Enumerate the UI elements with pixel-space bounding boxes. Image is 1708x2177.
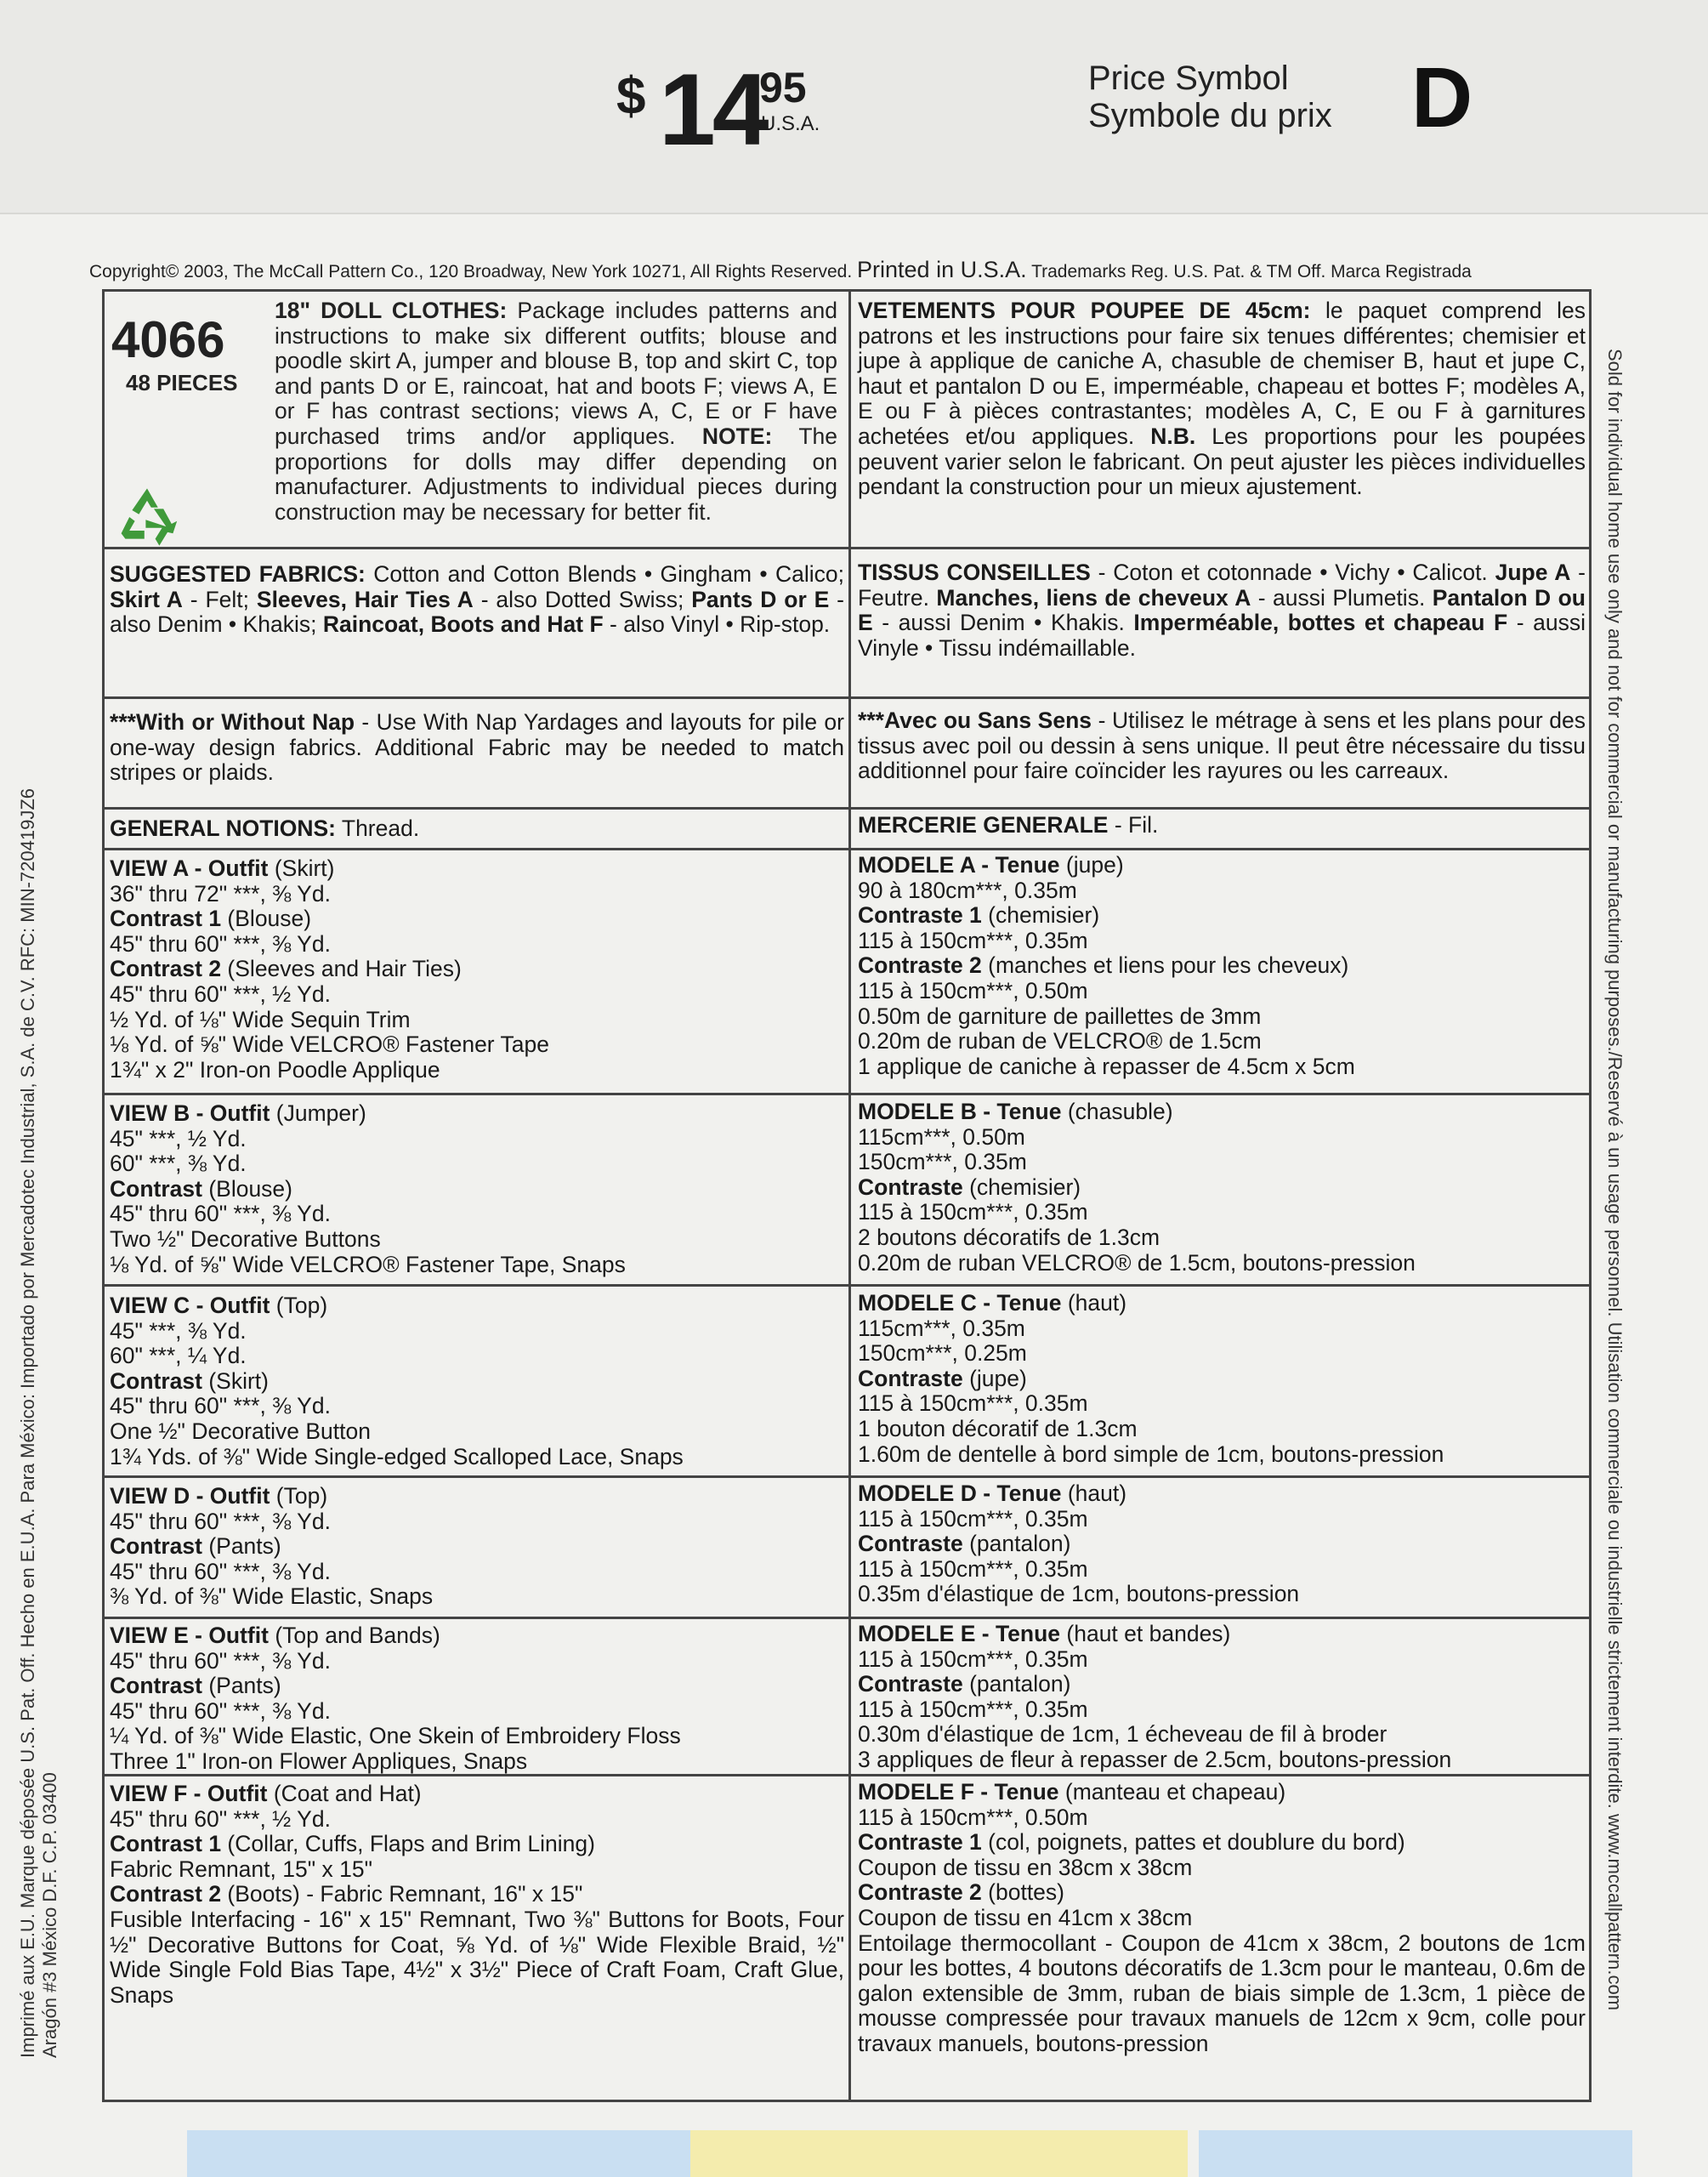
- spec-line: [110, 1832, 844, 1857]
- fabrics-fr-item: Jupe A: [1495, 560, 1571, 585]
- spec-line: [110, 1127, 844, 1152]
- notions-fr-text: - Fil.: [1108, 812, 1159, 838]
- view-f-en-lines: [110, 1782, 844, 1907]
- spec-line: [110, 1202, 844, 1227]
- copyright-text: Copyright© 2003, The McCall Pattern Co., 120 Broadway, New York 10271, All Rights Reserved.: [89, 262, 853, 281]
- spec-text: 2 boutons décoratifs de 1.3cm: [858, 1224, 1160, 1250]
- spec-label: Contrast 1: [110, 906, 222, 932]
- notions-en: [110, 816, 844, 842]
- spec-line: [858, 1100, 1586, 1125]
- spec-line: [110, 932, 844, 958]
- spec-line: [858, 1805, 1586, 1831]
- spec-line: [858, 1557, 1586, 1583]
- spec-text: ⅜ Yd. of ⅜" Wide Elastic, Snaps: [110, 1583, 434, 1610]
- spec-text: One ½" Decorative Button: [110, 1418, 371, 1444]
- spec-line: [858, 929, 1586, 954]
- fabrics-en-text: - Felt;: [182, 586, 257, 612]
- spec-line: [110, 1699, 844, 1725]
- spec-text: 45" thru 60" ***, ⅜ Yd.: [110, 1393, 331, 1419]
- nap-fr-heading: ***Avec ou Sans Sens: [858, 708, 1092, 733]
- nap-en: [110, 710, 844, 786]
- spec-text: 1.60m de dentelle à bord simple de 1cm, boutons-pression: [858, 1441, 1444, 1467]
- spec-line: [858, 1507, 1586, 1532]
- spec-label: VIEW D - Outfit: [110, 1483, 270, 1509]
- fabrics-fr-item: Pantalon D ou E: [858, 584, 1586, 636]
- price-country: U.S.A.: [761, 112, 820, 135]
- spec-label: Contraste 2: [858, 952, 982, 979]
- color-strip-blue-right: [1199, 2130, 1632, 2177]
- spec-text: 45" thru 60" ***, ½ Yd.: [110, 1805, 331, 1832]
- intro-fr-note: Les proportions pour les poupées peuvent varier selon le fabricant. On peut ajuster les pièces individuelles pendant la construction pour un mieux ajustement.: [858, 423, 1586, 500]
- spec-line: [110, 1782, 844, 1807]
- fabrics-en-text: - also Denim • Khakis;: [110, 586, 845, 638]
- view-f-en-notions: Fusible Interfacing - 16" x 15" Remnant, Two ⅜" Buttons for Boots, Four ½" Decorative Buttons for Coat, ⅝ Yd. of ⅛" Wide Flexible Braid, ½" Wide Single Fold Bias Tape, 4½" x 3½" Piece of Craft Foam, Craft Glue, Snaps: [110, 1906, 844, 2008]
- nap-en-heading: ***With or Without Nap: [110, 709, 355, 735]
- pattern-number: 4066: [111, 311, 225, 368]
- side-legal-text-right: Sold for individual home use only and not for commercial or manufacturing purposes./Reservé à un usage personnel. Utilisation commerciale ou industrielle strictement interdite. www.mccallpattern.com: [1604, 349, 1626, 2011]
- spec-line: [110, 1008, 844, 1033]
- spec-text: 0.30m d'élastique de 1cm, 1 écheveau de fil à broder: [858, 1721, 1387, 1748]
- spec-text: Fabric Remnant, 15" x 15": [110, 1856, 372, 1882]
- view-f-fr-notions: Entoilage thermocollant - Coupon de 41cm x 38cm, 2 boutons de 1cm pour les bottes, 4 boutons décoratifs de 1.3cm pour le manteau, 0.6m de galon extensible de 3mm, ruban de biais simple de 1.3cm, 1 pièce de mousse compressée pour travaux manuels de 12cm x 9cm, colle pour travaux manuels, boutons-pression: [858, 1930, 1586, 2056]
- spec-line: [858, 1225, 1586, 1251]
- spec-line: [110, 856, 844, 882]
- spec-line: [858, 1391, 1586, 1417]
- spec-text: 1¾" x 2" Iron-on Poodle Applique: [110, 1056, 440, 1083]
- spec-text: (pantalon): [962, 1671, 1071, 1697]
- spec-text: (Boots) - Fabric Remnant, 16" x 15": [221, 1881, 583, 1907]
- spec-label: Contraste 1: [858, 1829, 982, 1856]
- spec-line: [110, 1724, 844, 1749]
- spec-label: MODELE D - Tenue: [858, 1481, 1062, 1506]
- spec-text: (jupe): [1059, 852, 1124, 878]
- spec-line: [858, 1004, 1586, 1030]
- spec-line: [110, 957, 844, 982]
- view-f-en: [110, 1782, 844, 2008]
- spec-text: 45" ***, ½ Yd.: [110, 1125, 247, 1151]
- nap-fr-text: - Utilisez le métrage à sens et les plans pour des tissus avec poil ou dessin à sens unique. Il peut être nécessaire du tissu additionnel pour faire coïncider les rayures ou les carreaux.: [858, 708, 1586, 784]
- spec-text: 36" thru 72" ***, ⅜ Yd.: [110, 880, 331, 907]
- spec-text: (pantalon): [962, 1531, 1071, 1557]
- spec-label: Contrast: [110, 1673, 202, 1699]
- row-divider: [105, 1617, 1589, 1619]
- row-divider: [105, 848, 1589, 850]
- spec-text: (haut et bandes): [1060, 1621, 1231, 1646]
- fabrics-fr-text: - aussi Denim • Khakis.: [872, 610, 1134, 636]
- trademark-text: Trademarks Reg. U.S. Pat. & TM Off. Marca Registrada: [1031, 262, 1472, 281]
- spec-line: [110, 1253, 844, 1278]
- spec-text: 45" thru 60" ***, ⅜ Yd.: [110, 1697, 331, 1724]
- spec-line: [858, 1125, 1586, 1151]
- spec-text: 45" thru 60" ***, ⅜ Yd.: [110, 930, 331, 957]
- spec-label: Contraste 2: [858, 1879, 982, 1906]
- view-e-en: [110, 1623, 844, 1775]
- spec-label: Contrast 2: [110, 1881, 222, 1907]
- notions-en-text: Thread.: [336, 816, 420, 841]
- column-divider: [848, 292, 851, 2100]
- spec-line: [110, 1419, 844, 1445]
- spec-line: [110, 1369, 844, 1395]
- spec-line: [858, 1175, 1586, 1201]
- spec-text: Three 1" Iron-on Flower Appliques, Snaps: [110, 1748, 528, 1774]
- spec-label: Contraste: [858, 1531, 963, 1557]
- spec-label: Contrast: [110, 1367, 202, 1394]
- spec-text: 3 appliques de fleur à repasser de 2.5cm, boutons-pression: [858, 1746, 1452, 1772]
- spec-line: [110, 1151, 844, 1177]
- spec-line: [110, 982, 844, 1008]
- spec-label: VIEW F - Outfit: [110, 1781, 268, 1806]
- intro-fr-heading: VETEMENTS POUR POUPEE DE 45cm:: [858, 298, 1311, 323]
- color-strip-blue: [187, 2130, 690, 2177]
- spec-line: [858, 903, 1586, 929]
- spec-line: [110, 1227, 844, 1253]
- instructions-table: [102, 289, 1592, 2102]
- intro-en-text: Package includes patterns and instructions to make six different outfits; blouse and poodle skirt A, jumper and blouse B, top and skirt C, top and pants D or E, raincoat, hat and boots F; views A, E or F has contrast sections; views A, C, E or F have purchased trims and/or appliques.: [275, 298, 837, 449]
- spec-line: [858, 1029, 1586, 1054]
- spec-line: [858, 1316, 1586, 1342]
- row-divider: [105, 807, 1589, 810]
- price-whole: 14: [659, 53, 766, 167]
- spec-text: 115 à 150cm***, 0.35m: [858, 1390, 1088, 1417]
- spec-line: [858, 1722, 1586, 1748]
- intro-en-note: The proportions for dolls may differ depending on manufacturer. Adjustments to individual pieces during construction may be necessary for better fit.: [275, 423, 837, 525]
- row-divider: [105, 696, 1589, 699]
- spec-text: 45" ***, ⅜ Yd.: [110, 1317, 247, 1344]
- intro-en: [275, 298, 837, 525]
- spec-text: 0.20m de ruban de VELCRO® de 1.5cm: [858, 1028, 1262, 1054]
- view-c-en: [110, 1293, 844, 1469]
- spec-line: [858, 878, 1586, 904]
- spec-text: (Skirt): [268, 855, 335, 881]
- recycle-icon: [113, 483, 181, 551]
- spec-text: 1¾ Yds. of ⅜" Wide Single-edged Scalloped Lace, Snaps: [110, 1443, 684, 1469]
- spec-text: 1 applique de caniche à repasser de 4.5cm x 5cm: [858, 1053, 1355, 1079]
- fabrics-fr-text: - Coton et cotonnade • Vichy • Calicot.: [1090, 560, 1495, 585]
- view-a-en: [110, 856, 844, 1083]
- spec-text: (Top and Bands): [268, 1623, 440, 1648]
- copyright-line: [89, 257, 1472, 283]
- spec-text: 115 à 150cm***, 0.50m: [858, 977, 1088, 1003]
- spec-text: (Sleeves and Hair Ties): [221, 956, 462, 982]
- spec-label: Contraste 1: [858, 902, 982, 929]
- side-legal-text-left: [17, 315, 61, 2058]
- spec-label: Contrast: [110, 1175, 202, 1202]
- fabrics-fr-item: Imperméable, bottes et chapeau F: [1133, 610, 1508, 636]
- spec-text: 150cm***, 0.35m: [858, 1149, 1027, 1175]
- spec-line: [858, 1367, 1586, 1392]
- spec-text: 45" thru 60" ***, ⅜ Yd.: [110, 1508, 331, 1534]
- spec-text: (chemisier): [981, 902, 1100, 929]
- spec-text: (jupe): [962, 1365, 1027, 1391]
- fabrics-fr-heading: TISSUS CONSEILLES: [858, 560, 1091, 585]
- spec-text: (Blouse): [201, 1175, 292, 1202]
- intro-fr-text: le paquet comprend les patrons et les instructions pour faire six tenues différentes; chemisier et jupe à applique de caniche A, chasuble de chemiser B, haut et jupe C, haut et pantalon D ou E, imperméable, chapeau et bottes F; modèles A, E ou F à pièces contrastantes; modèles A, C, E ou F à garnitures achetées et/ou appliques.: [858, 298, 1586, 449]
- spec-text: (haut): [1061, 1481, 1127, 1506]
- spec-text: 90 à 180cm***, 0.35m: [858, 877, 1077, 903]
- spec-text: 60" ***, ¼ Yd.: [110, 1343, 247, 1369]
- spec-text: 60" ***, ⅜ Yd.: [110, 1151, 247, 1177]
- nap-fr: [858, 708, 1586, 784]
- spec-line: [858, 1672, 1586, 1697]
- row-divider: [105, 1284, 1589, 1287]
- intro-en-note-label: NOTE:: [701, 423, 773, 449]
- spec-text: ½ Yd. of ⅛" Wide Sequin Trim: [110, 1006, 411, 1032]
- spec-line: [858, 953, 1586, 979]
- spec-line: [110, 1445, 844, 1470]
- fabrics-en-heading: SUGGESTED FABRICS:: [110, 561, 366, 587]
- spec-line: [110, 882, 844, 907]
- spec-text: 115 à 150cm***, 0.35m: [858, 1646, 1088, 1672]
- spec-line: [858, 1150, 1586, 1175]
- spec-text: ⅛ Yd. of ⅝" Wide VELCRO® Fastener Tape: [110, 1032, 549, 1058]
- view-f-fr-lines: [858, 1780, 1586, 1931]
- spec-line: [110, 1484, 844, 1509]
- spec-line: [858, 1582, 1586, 1607]
- intro-fr-note-label: N.B.: [1150, 423, 1196, 449]
- spec-line: [858, 853, 1586, 878]
- spec-label: VIEW C - Outfit: [110, 1293, 270, 1318]
- spec-text: 45" thru 60" ***, ½ Yd.: [110, 981, 331, 1007]
- spec-text: (bottes): [981, 1879, 1064, 1906]
- view-a-fr: [858, 853, 1586, 1079]
- spec-label: MODELE A - Tenue: [858, 852, 1060, 878]
- fabrics-en: [110, 562, 844, 638]
- spec-text: (manches et liens pour les cheveux): [981, 952, 1349, 979]
- price-symbol-letter: D: [1411, 50, 1473, 145]
- price-symbol-en: Price Symbol: [1088, 60, 1289, 97]
- spec-text: (Jumper): [270, 1100, 366, 1126]
- spec-line: [110, 1584, 844, 1610]
- fabrics-en-item: Raincoat, Boots and Hat F: [322, 611, 604, 638]
- spec-text: (Blouse): [221, 906, 312, 932]
- spec-text: ¼ Yd. of ⅜" Wide Elastic, One Skein of Embroidery Floss: [110, 1723, 681, 1749]
- spec-line: [858, 979, 1586, 1004]
- spec-label: Contraste: [858, 1671, 963, 1697]
- spec-line: [858, 1251, 1586, 1276]
- spec-line: [110, 1534, 844, 1560]
- spec-text: 115 à 150cm***, 0.35m: [858, 1555, 1088, 1582]
- spec-line: [110, 1319, 844, 1344]
- spec-line: [110, 1882, 844, 1907]
- row-divider: [105, 547, 1589, 549]
- price-symbol-fr: Symbole du prix: [1088, 97, 1332, 134]
- fabrics-fr-text: - Feutre.: [858, 560, 1586, 611]
- spec-line: [110, 1032, 844, 1058]
- spec-line: [858, 1647, 1586, 1673]
- fabrics-en-item: Pants D or E: [691, 586, 830, 612]
- fabrics-en-text: - also Dotted Swiss;: [473, 586, 692, 612]
- price-symbol-label: [1088, 60, 1332, 134]
- spec-text: 45" thru 60" ***, ⅜ Yd.: [110, 1647, 331, 1674]
- spec-line: [110, 1857, 844, 1883]
- spec-line: [858, 1417, 1586, 1442]
- spec-line: [110, 1560, 844, 1585]
- spec-line: [110, 1807, 844, 1833]
- spec-text: 45" thru 60" ***, ⅜ Yd.: [110, 1201, 331, 1227]
- row-divider: [105, 1475, 1589, 1478]
- spec-line: [110, 1058, 844, 1083]
- color-strip-yellow: [690, 2130, 1188, 2177]
- spec-text: (Skirt): [201, 1367, 269, 1394]
- spec-line: [858, 1054, 1586, 1080]
- spec-text: 115 à 150cm***, 0.35m: [858, 1696, 1088, 1722]
- spec-label: Contraste: [858, 1174, 963, 1200]
- spec-line: [110, 1509, 844, 1535]
- spec-line: [858, 1780, 1586, 1805]
- spec-text: (Collar, Cuffs, Flaps and Brim Lining): [221, 1831, 595, 1857]
- spec-text: (chasuble): [1061, 1099, 1173, 1124]
- view-b-fr: [858, 1100, 1586, 1276]
- spec-line: [110, 1749, 844, 1775]
- view-c-fr: [858, 1291, 1586, 1467]
- spec-text: 1 bouton décoratif de 1.3cm: [858, 1415, 1138, 1441]
- spec-text: (Pants): [201, 1533, 281, 1560]
- fabrics-fr-item: Manches, liens de cheveux A: [936, 584, 1251, 611]
- spec-label: VIEW E - Outfit: [110, 1623, 269, 1648]
- spec-text: 45" thru 60" ***, ⅜ Yd.: [110, 1558, 331, 1584]
- spec-line: [858, 1622, 1586, 1647]
- spec-text: 115 à 150cm***, 0.35m: [858, 1505, 1088, 1532]
- spec-text: 115 à 150cm***, 0.50m: [858, 1804, 1088, 1830]
- fabrics-en-item: Skirt A: [110, 586, 183, 612]
- price-cents: 95: [759, 64, 807, 111]
- spec-text: Coupon de tissu en 38cm x 38cm: [858, 1854, 1193, 1880]
- spec-text: Two ½" Decorative Buttons: [110, 1225, 381, 1252]
- spec-text: 0.20m de ruban VELCRO® de 1.5cm, boutons-pression: [858, 1249, 1416, 1276]
- notions-fr: [858, 813, 1586, 838]
- spec-text: (manteau et chapeau): [1058, 1779, 1286, 1805]
- fabrics-en-text: - also Vinyl • Rip-stop.: [603, 611, 831, 638]
- spec-text: (Top): [270, 1483, 328, 1509]
- spec-line: [858, 1856, 1586, 1881]
- spec-line: [110, 907, 844, 932]
- spec-line: [858, 1341, 1586, 1367]
- row-divider: [105, 1093, 1589, 1095]
- pattern-pieces: 48 PIECES: [126, 370, 238, 395]
- side-legal-line-1: Imprimé aux E.U. Marque déposée U.S. Pat. Off. Hecho en E.U.A. Para México: Importado por Mercadotec Industrial, S.A. de C.V. RFC: MIN-720419JZ6: [17, 788, 38, 2058]
- view-e-fr: [858, 1622, 1586, 1773]
- spec-text: 115cm***, 0.35m: [858, 1315, 1025, 1341]
- price-dollar-sign: $: [616, 67, 646, 126]
- spec-line: [110, 1623, 844, 1649]
- spec-line: [858, 1697, 1586, 1723]
- spec-text: (Pants): [201, 1673, 281, 1699]
- spec-text: 115 à 150cm***, 0.35m: [858, 1199, 1088, 1225]
- spec-text: ⅛ Yd. of ⅝" Wide VELCRO® Fastener Tape, Snaps: [110, 1251, 626, 1277]
- side-legal-line-2: Aragón #3 México D.F. C.P. 03400: [39, 1772, 60, 2058]
- view-d-fr: [858, 1481, 1586, 1607]
- spec-label: Contrast 1: [110, 1831, 222, 1857]
- spec-text: Coupon de tissu en 41cm x 38cm: [858, 1904, 1193, 1930]
- spec-line: [110, 1293, 844, 1319]
- spec-line: [110, 1344, 844, 1369]
- spec-line: [858, 1830, 1586, 1856]
- spec-line: [858, 1906, 1586, 1931]
- spec-text: (chemisier): [962, 1174, 1081, 1200]
- spec-label: MODELE F - Tenue: [858, 1779, 1059, 1805]
- spec-label: Contraste: [858, 1365, 963, 1391]
- spec-label: VIEW B - Outfit: [110, 1100, 270, 1126]
- spec-line: [858, 1481, 1586, 1507]
- spec-label: VIEW A - Outfit: [110, 855, 269, 881]
- spec-line: [858, 1442, 1586, 1468]
- spec-line: [110, 1394, 844, 1419]
- spec-text: (haut): [1061, 1290, 1127, 1316]
- view-f-fr: [858, 1780, 1586, 2057]
- spec-text: 150cm***, 0.25m: [858, 1340, 1027, 1367]
- spec-line: [110, 1649, 844, 1674]
- printed-in: Printed in U.S.A.: [857, 257, 1027, 282]
- fabrics-fr: [858, 560, 1586, 661]
- spec-line: [858, 1200, 1586, 1225]
- spec-line: [110, 1101, 844, 1127]
- spec-line: [858, 1532, 1586, 1557]
- spec-label: Contrast 2: [110, 956, 222, 982]
- spec-text: (col, poignets, pattes et doublure du bord): [981, 1829, 1405, 1856]
- spec-label: Contrast: [110, 1533, 202, 1560]
- spec-text: 0.50m de garniture de paillettes de 3mm: [858, 1003, 1262, 1029]
- spec-text: 115cm***, 0.50m: [858, 1123, 1025, 1150]
- fabrics-fr-text: - aussi Plumetis.: [1251, 584, 1433, 611]
- spec-label: MODELE C - Tenue: [858, 1290, 1062, 1316]
- spec-line: [110, 1177, 844, 1202]
- fabrics-en-item: Sleeves, Hair Ties A: [256, 586, 474, 612]
- view-b-en: [110, 1101, 844, 1277]
- spec-text: 115 à 150cm***, 0.35m: [858, 927, 1088, 953]
- intro-en-heading: 18" DOLL CLOTHES:: [275, 298, 508, 323]
- spec-label: MODELE B - Tenue: [858, 1099, 1062, 1124]
- spec-line: [858, 1748, 1586, 1773]
- spec-line: [110, 1674, 844, 1699]
- notions-fr-heading: MERCERIE GENERALE: [858, 812, 1109, 838]
- fabrics-fr-text: - aussi Vinyle • Tissu indémaillable.: [858, 610, 1586, 661]
- fabrics-en-text: Cotton and Cotton Blends • Gingham • Calico;: [365, 561, 844, 587]
- nap-en-text: - Use With Nap Yardages and layouts for pile or one-way design fabrics. Additional Fabric may be needed to match stripes or plaids.: [110, 709, 844, 786]
- spec-text: 0.35m d'élastique de 1cm, boutons-pression: [858, 1581, 1300, 1607]
- spec-text: (Coat and Hat): [267, 1781, 422, 1806]
- spec-label: MODELE E - Tenue: [858, 1621, 1061, 1646]
- spec-text: (Top): [270, 1293, 328, 1318]
- intro-fr: [858, 298, 1586, 500]
- notions-en-heading: GENERAL NOTIONS:: [110, 816, 336, 841]
- view-d-en: [110, 1484, 844, 1610]
- spec-line: [858, 1291, 1586, 1316]
- spec-line: [858, 1880, 1586, 1906]
